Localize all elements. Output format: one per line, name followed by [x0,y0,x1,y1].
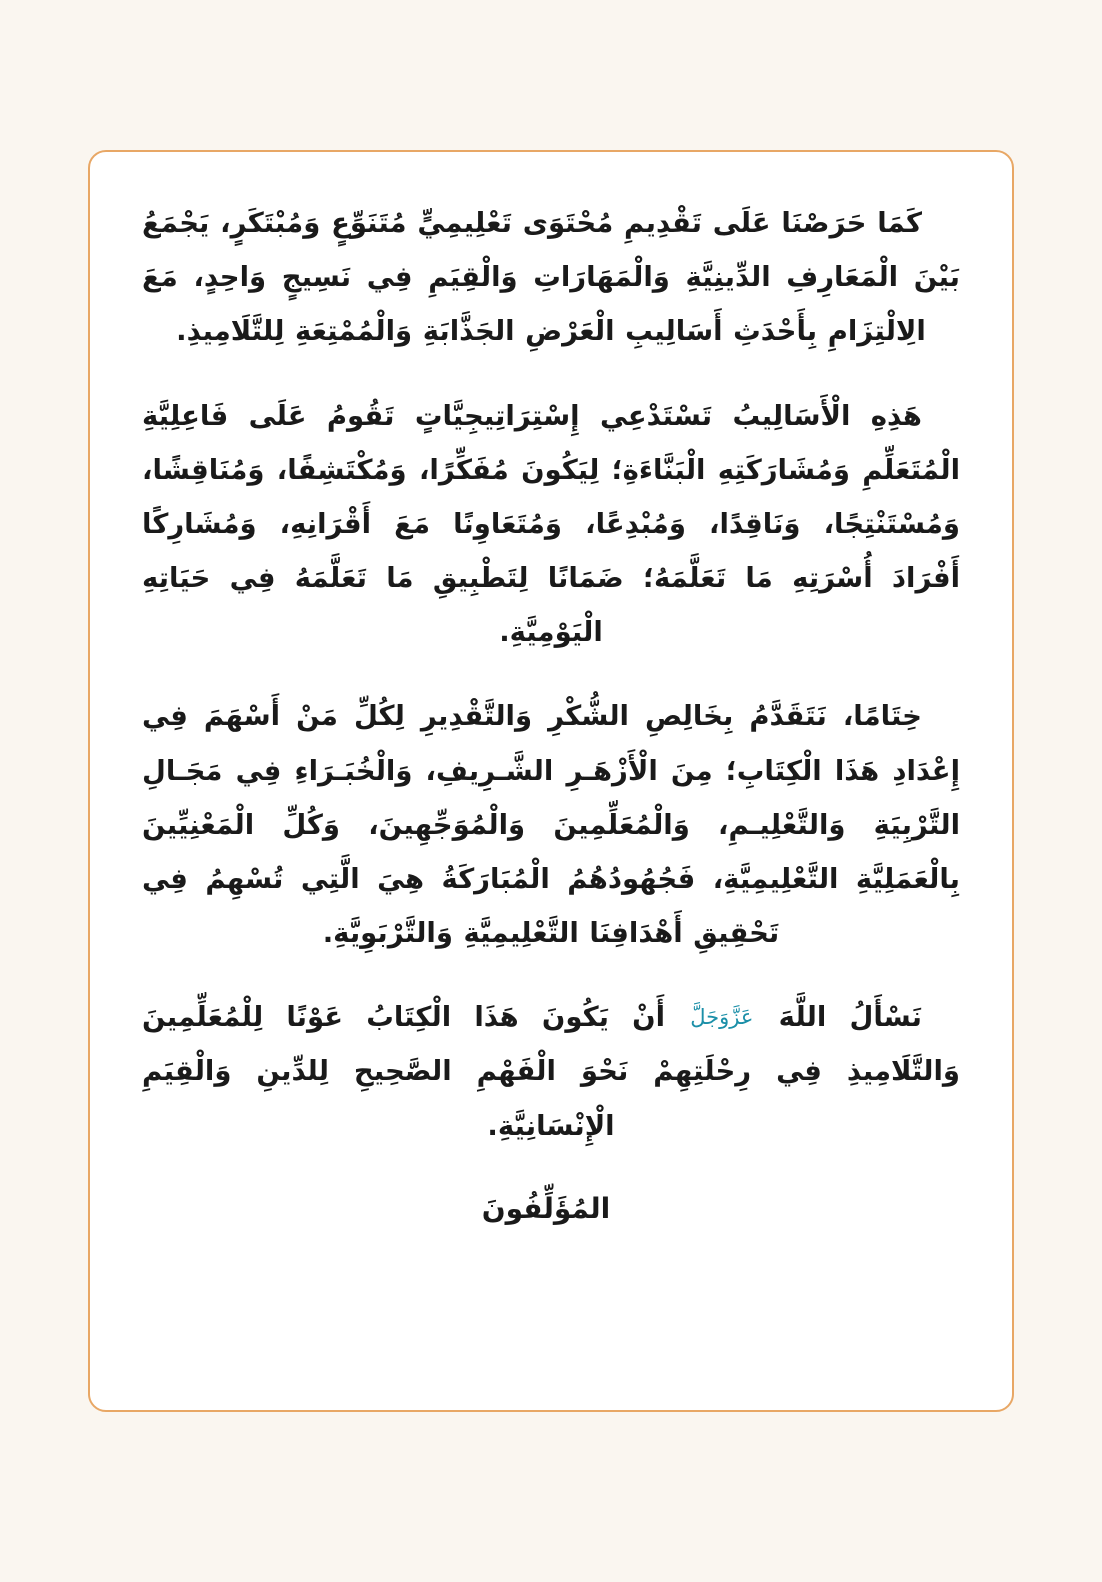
paragraph-1: كَمَا حَرَصْنَا عَلَى تَقْدِيمِ مُحْتَوَى تَعْلِيمِيٍّ مُتَنَوِّعٍ وَمُبْتَكَرٍ، يَجْمَعُ بَيْنَ الْمَعَارِفِ الدِّينِيَّةِ وَالْمَهَارَاتِ وَالْقِيَمِ فِي نَسِيجٍ وَاحِدٍ، مَعَ الِالْتِزَامِ بِأَحْدَثِ أَسَالِيبِ الْعَرْضِ الجَذَّابَةِ وَالْمُمْتِعَةِ لِلتَّلَامِيذِ. [142,207,960,348]
authors-signature: المُؤَلِّفُونَ [481,1191,611,1225]
honorific-azza-wajal: عَزَّوَجَلَّ [690,1005,754,1030]
paragraph-4 [142,990,960,1153]
paragraph-2: هَذِهِ الْأَسَالِيبُ تَسْتَدْعِي إِسْتِرَاتِيجِيَّاتٍ تَقُومُ عَلَى فَاعِلِيَّةِ الْمُتَعَلِّمِ وَمُشَارَكَتِهِ الْبَنَّاءَةِ؛ لِيَكُونَ مُفَكِّرًا، وَمُكْتَشِفًا، وَمُنَاقِشًا، وَمُسْتَنْتِجًا، وَنَاقِدًا، وَمُبْدِعًا، وَمُتَعَاوِنًا مَعَ أَقْرَانِهِ، وَمُشَارِكًا أَفْرَادَ أُسْرَتِهِ مَا تَعَلَّمَهُ؛ ضَمَانًا لِتَطْبِيقِ مَا تَعَلَّمَهُ فِي حَيَاتِهِ الْيَوْمِيَّةِ. [142,399,960,649]
document-page [88,150,1014,1412]
dua-text-before: نَسْأَلُ اللَّهَ [778,1001,922,1034]
paragraph-3: خِتَامًا، نَتَقَدَّمُ بِخَالِصِ الشُّكْرِ وَالتَّقْدِيرِ لِكُلِّ مَنْ أَسْهَمَ فِي إِعْدَادِ هَذَا الْكِتَابِ؛ مِنَ الْأَزْهَـرِ الشَّـرِيفِ، وَالْخُبَـرَاءِ فِي مَجَـالِ التَّرْبِيَةِ وَالتَّعْلِيـمِ، وَالْمُعَلِّمِينَ وَالْمُوَجِّهِينَ، وَكُلِّ الْمَعْنِيِّينَ بِالْعَمَلِيَّةِ التَّعْلِيمِيَّةِ، فَجُهُودُهُمُ الْمُبَارَكَةُ هِيَ الَّتِي تُسْهِمُ فِي تَحْقِيقِ أَهْدَافِنَا التَّعْلِيمِيَّةِ وَالتَّرْبَوِيَّةِ. [142,700,960,950]
document-content [142,196,960,1232]
dua-text-after: أَنْ يَكُونَ هَذَا الْكِتَابُ عَوْنًا لِلْمُعَلِّمِينَ وَالتَّلَامِيذِ فِي رِحْلَتِهِمْ نَحْوَ الْفَهْمِ الصَّحِيحِ لِلدِّينِ وَالْقِيَمِ الْإِنْسَانِيَّةِ. [142,1001,960,1142]
